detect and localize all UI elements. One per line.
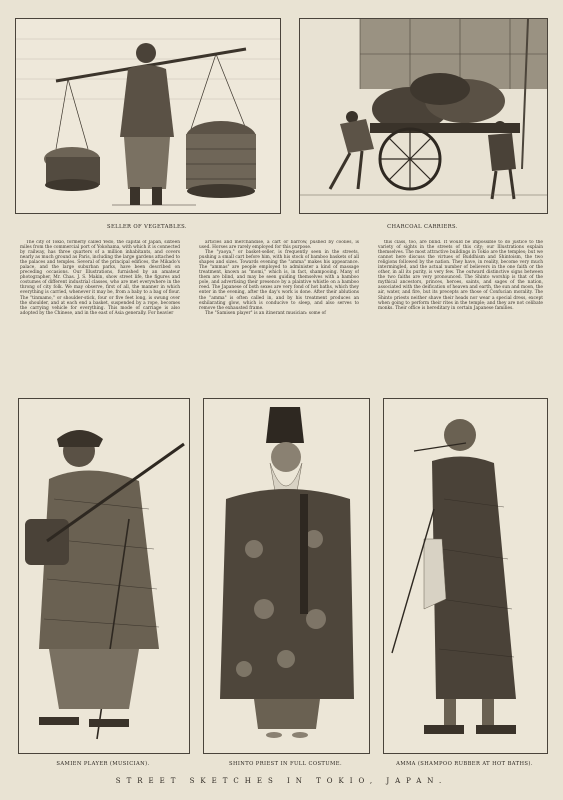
caption-shinto-priest: SHINTO PRIEST IN FULL COSTUME. [228, 761, 343, 767]
illustration-charcoal-carriers [299, 18, 548, 214]
engraving-amma [384, 399, 547, 753]
caption-seller-of-vegetables: SELLER OF VEGETABLES. [107, 224, 187, 230]
column-2-paragraph-2: The "yaoya," or basket-seller, is frequently seen in the streets, pushing a small cart before him, with his stock of bamboo baskets of all shapes and sizes. Towards evening the "amma" makes his appearance. The "ammas" are people employed to administer a kind of massage treatment, known as "momi," which is, in fact, shampooing. Many of them are blind, and may be seen guiding themselves with a bamboo pole, and advertising their presence by a plaintive whistle on a bamboo reed. The Japanese of both sexes are very fond of hot baths, which they enter in the evening, after the day's work is done. After their ablutions the "amma" is often called in, and by his treatment produces an exhilarating glow, which is conducive to sleep, and also serves to remove the exhausted frame. [199, 250, 359, 311]
column-2-paragraph-1: articles and merchandise, a cart or barrow, pushed by coolies, is used. Horses are rarely employed for this purpose. [199, 240, 359, 251]
article-column-2 [199, 240, 359, 382]
column-2-paragraph-3: The "Samisen player" is an itinerant musician: some of [205, 310, 326, 316]
engraving-vegetable-seller [16, 19, 280, 213]
engraving-shinto-priest [204, 399, 369, 753]
caption-charcoal-carriers: CHARCOAL CARRIERS. [387, 224, 458, 230]
illustration-samisen-player [18, 398, 190, 754]
article-column-3 [378, 240, 543, 382]
engraving-charcoal-cart [300, 19, 547, 213]
caption-amma: AMMA (SHAMPOO RUBBER AT HOT BATHS). [396, 761, 533, 767]
article-column-1 [20, 240, 180, 382]
page-footer-title: STREET SKETCHES IN TOKIO, JAPAN. [115, 777, 448, 785]
column-3-paragraph: this class, too, are blind. It would be impossible to do justice to the variety of sights in the streets of this city; our Illustrations explain themselves. The most attractive buildings in Tokio are the temples; but we cannot here discuss the virtues of Buddhism and Shintoism, the two religions followed by the nation. They have, in reality, become very much intermingled, and the actual number of believers in the one faith or the other, in all its purity, is very few. The outward distinctive signs between the two faiths are very pronounced. The Shinto worship is that of the mythical ancestors, princes, heroes, saints, and sages of the nation, associated with the deification of heaven and earth, the sun and moon, the air, water, and fire, but its precepts are those of Confucian morality. The Shinto priests neither shave their heads nor wear a special dress, except when going to perform their rites in the temple; and they are not celibate monks. Their office is hereditary in certain Japanese families. [378, 240, 543, 311]
illustration-shinto-priest [203, 398, 370, 754]
illustration-seller-of-vegetables [15, 18, 281, 214]
caption-samisen-player: SAMIEN PLAYER (MUSICIAN). [56, 761, 150, 767]
illustration-amma [383, 398, 548, 754]
column-1-paragraph: The city of Tokio, formerly called Yedo, the capital of Japan, sixteen miles from the commercial port of Yokohama, with which it is connected by railway, has three quarters of a million inhabitants, and covers nearly as much ground as Paris, including the large gardens attached to the palaces and temples. Several of the principal edifices, the Mikado's palace, and the large suburban parks, have been described on preceding occasions. Our Illustrations, furnished by an amateur photographer, Mr. Chas. J. S. Makin, show street life, the figures and costumes of different industrial classes, who are met everywhere in the throng of city folk. We may observe, first of all, the manner in which everything is carried, whenever it may be, from a baby to a bag of flour. The "tinmamo," or shoulder-stick, four or five feet long, is swung over the shoulder, and at each end a basket, suspended by a rope, becomes the carrying vehicle for everything. This mode of carriage is also adopted by the Chinese, and in the east of Asia generally. For heavier [20, 240, 180, 316]
engraving-samisen-player [19, 399, 189, 753]
